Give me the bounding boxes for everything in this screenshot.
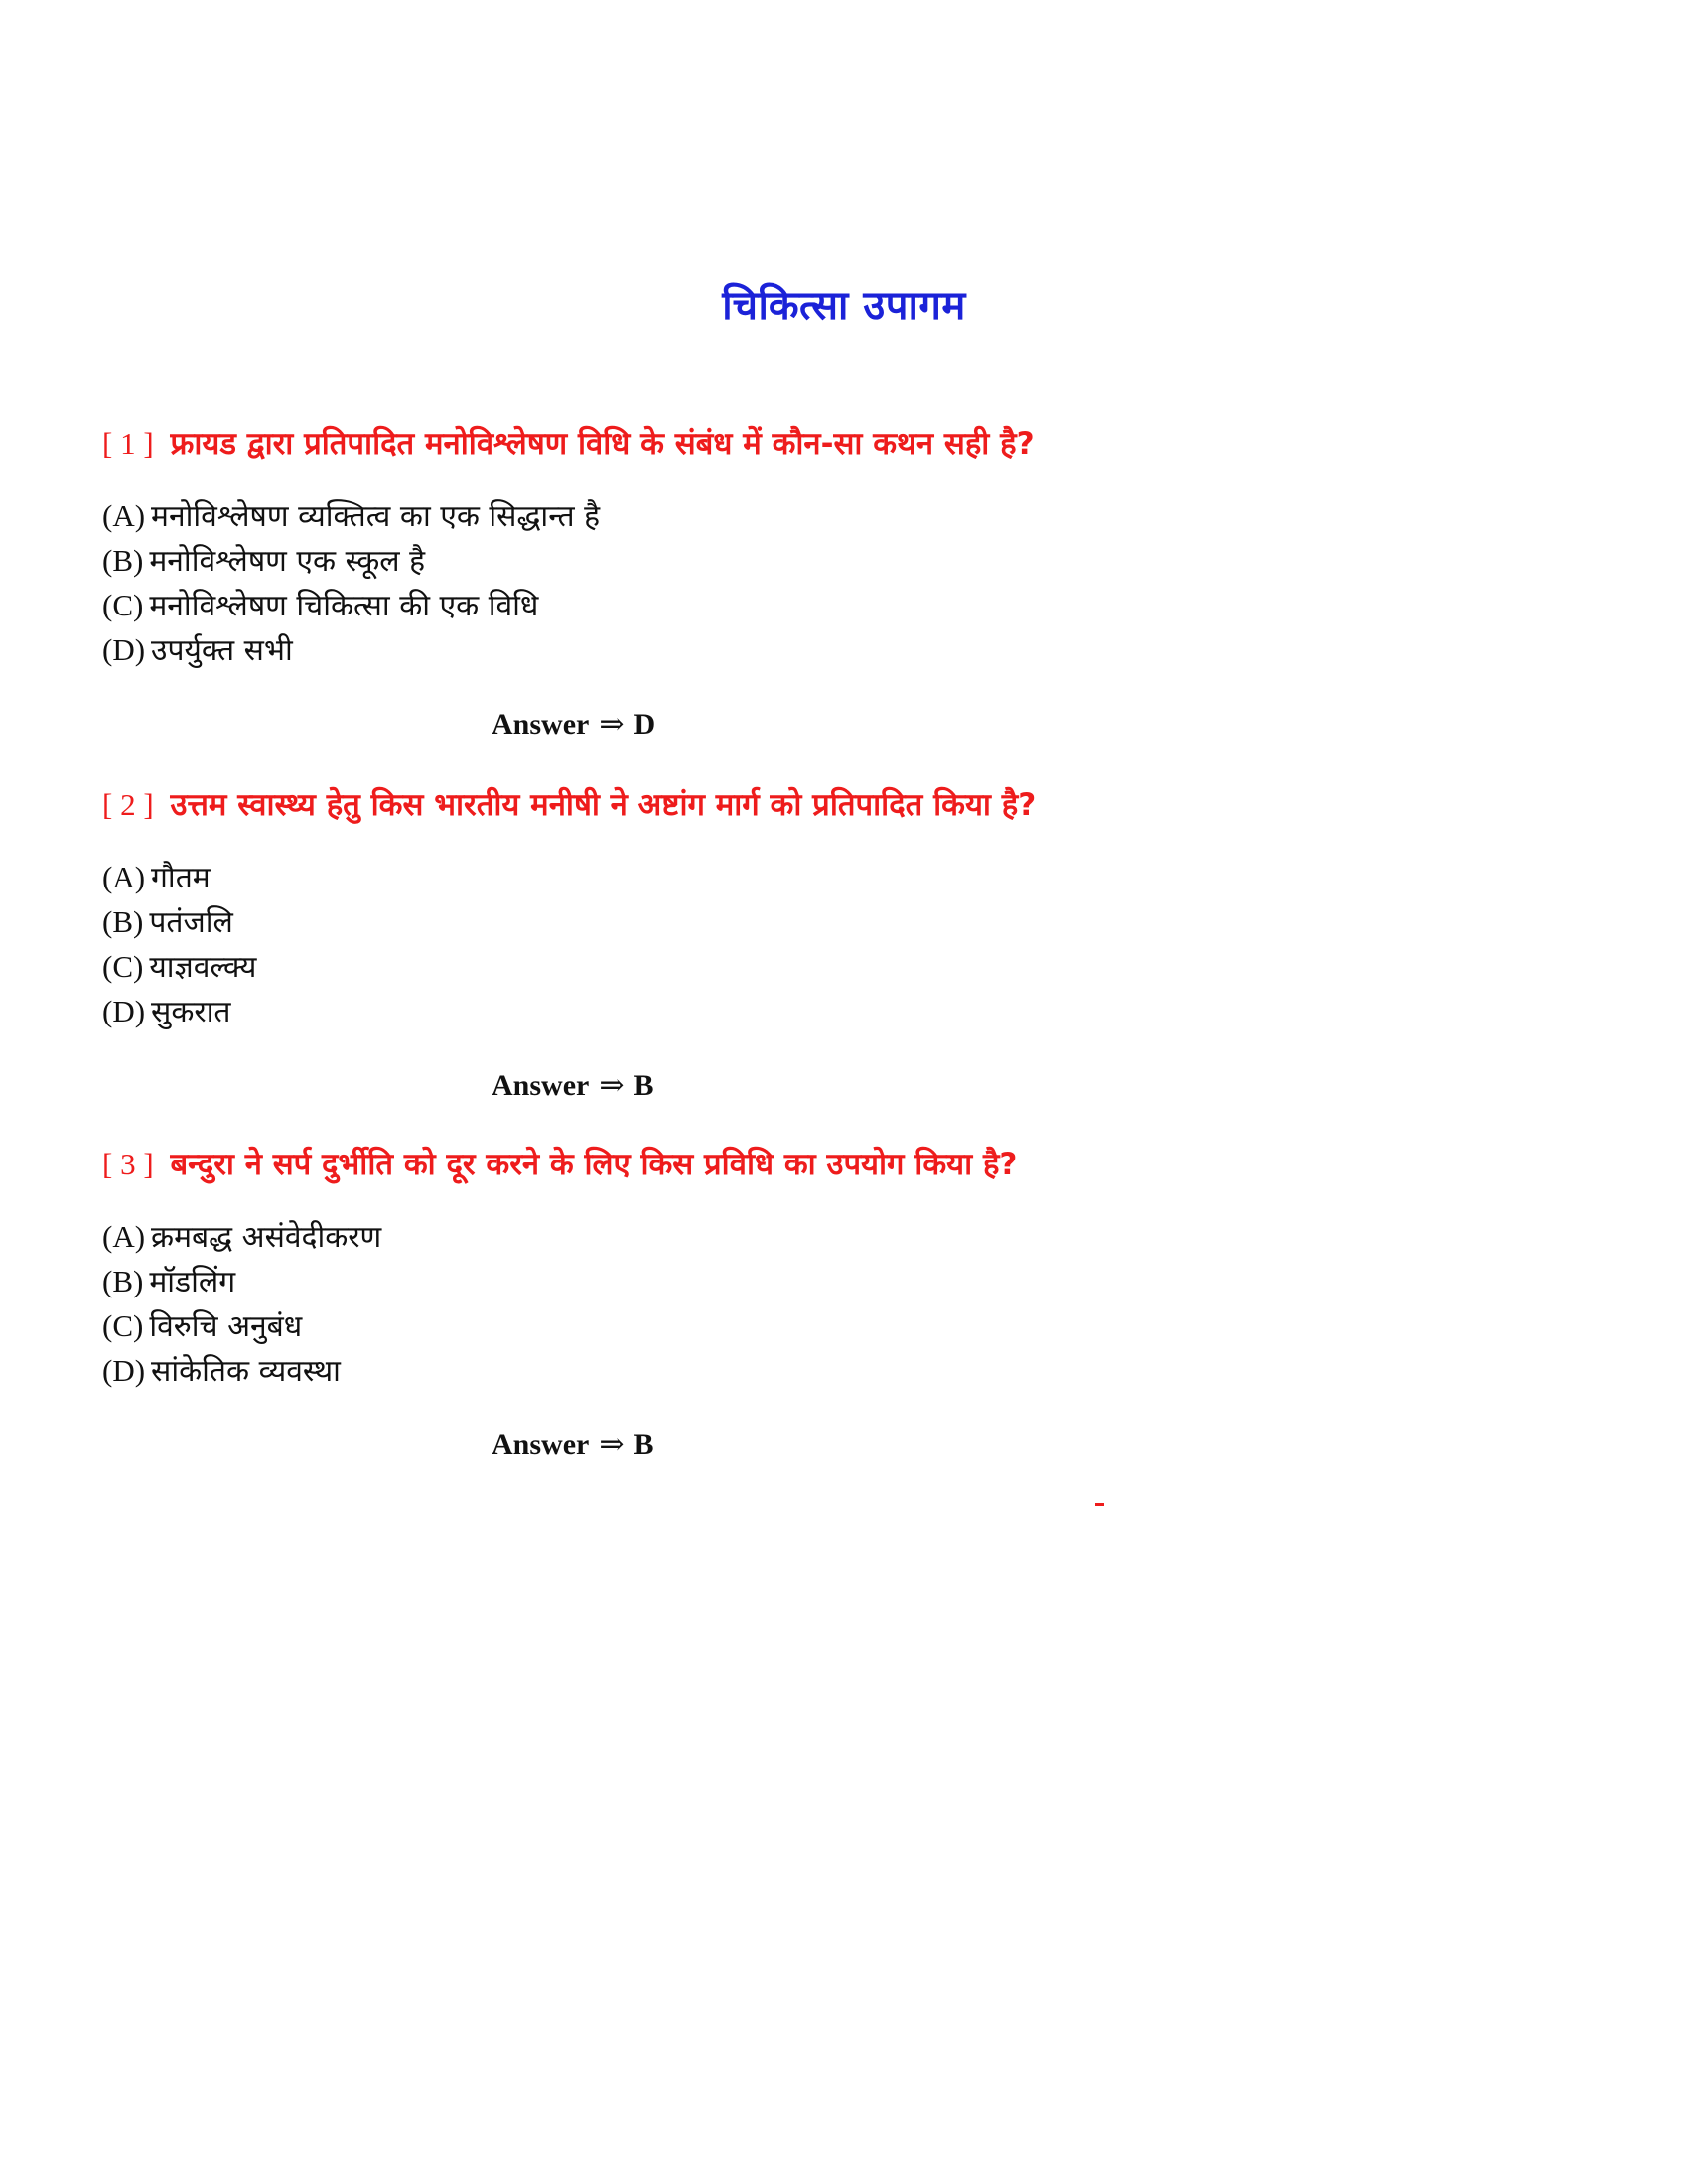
option-b — [102, 1260, 1592, 1304]
option-letter: (B) — [102, 543, 144, 578]
option-list — [102, 856, 1592, 1034]
answer-line — [492, 707, 1592, 742]
option-c — [102, 1304, 1592, 1349]
option-text: मनोविश्लेषण चिकित्सा की एक विधि — [149, 589, 539, 623]
question-block-1 — [102, 421, 1592, 742]
option-d — [102, 1349, 1592, 1394]
option-text: सुकरात — [151, 995, 231, 1029]
option-text: विरुचि अनुबंध — [149, 1309, 303, 1344]
question-prompt: फ्रायड द्वारा प्रतिपादित मनोविश्लेषण विधि के संबंध में कौन-सा कथन सही है? — [170, 426, 1035, 462]
right-arrow-icon: ⇒ — [599, 1069, 625, 1102]
option-c — [102, 945, 1592, 990]
option-b — [102, 900, 1592, 945]
option-b — [102, 539, 1592, 584]
answer-label: Answer — [492, 1069, 590, 1102]
answer-line — [492, 1428, 1592, 1462]
question-block-2 — [102, 782, 1592, 1103]
option-a — [102, 856, 1592, 900]
question-number: [ 3 ] — [102, 1147, 154, 1181]
option-text: मनोविश्लेषण एक स्कूल है — [149, 544, 426, 579]
question-text-1 — [102, 421, 1592, 467]
answer-line — [492, 1068, 1592, 1103]
stray-dash-mark — [1095, 1503, 1104, 1506]
question-text-2 — [102, 782, 1592, 828]
answer-value: B — [633, 1069, 654, 1102]
question-text-3 — [102, 1142, 1592, 1187]
option-text: गौतम — [151, 861, 211, 895]
answer-label: Answer — [492, 708, 590, 741]
option-letter: (A) — [102, 1219, 146, 1254]
option-letter: (C) — [102, 949, 144, 984]
answer-value: D — [633, 708, 656, 741]
option-letter: (B) — [102, 904, 144, 939]
question-block-3 — [102, 1142, 1592, 1462]
option-letter: (C) — [102, 1308, 144, 1343]
option-text: पतंजलि — [149, 905, 233, 940]
option-c — [102, 584, 1592, 628]
option-text: सांकेतिक व्यवस्था — [151, 1354, 341, 1389]
option-letter: (A) — [102, 860, 146, 894]
option-letter: (D) — [102, 994, 146, 1028]
answer-value: B — [633, 1429, 654, 1461]
option-letter: (B) — [102, 1264, 144, 1298]
page-title: चिकित्सा उपागम — [722, 283, 966, 329]
option-text: मॉडलिंग — [149, 1265, 236, 1299]
option-letter: (D) — [102, 632, 146, 667]
question-prompt: बन्दुरा ने सर्प दुर्भीति को दूर करने के लिए किस प्रविधि का उपयोग किया है? — [170, 1147, 1018, 1182]
question-prompt: उत्तम स्वास्थ्य हेतु किस भारतीय मनीषी ने अष्टांग मार्ग को प्रतिपादित किया है? — [170, 787, 1037, 823]
right-arrow-icon: ⇒ — [599, 708, 625, 741]
option-list — [102, 494, 1592, 673]
option-letter: (A) — [102, 498, 146, 533]
option-d — [102, 990, 1592, 1034]
right-arrow-icon: ⇒ — [599, 1429, 625, 1461]
option-text: याज्ञवल्क्य — [149, 950, 257, 985]
question-number: [ 2 ] — [102, 787, 154, 822]
option-list — [102, 1215, 1592, 1394]
option-letter: (C) — [102, 588, 144, 622]
option-letter: (D) — [102, 1353, 146, 1388]
answer-label: Answer — [492, 1429, 590, 1461]
option-a — [102, 494, 1592, 539]
option-text: उपर्युक्त सभी — [151, 633, 293, 668]
option-text: मनोविश्लेषण व्यक्तित्व का एक सिद्धान्त है — [151, 499, 601, 534]
option-text: क्रमबद्ध असंवेदीकरण — [151, 1220, 382, 1255]
question-number: [ 1 ] — [102, 426, 154, 461]
option-a — [102, 1215, 1592, 1260]
option-d — [102, 628, 1592, 673]
